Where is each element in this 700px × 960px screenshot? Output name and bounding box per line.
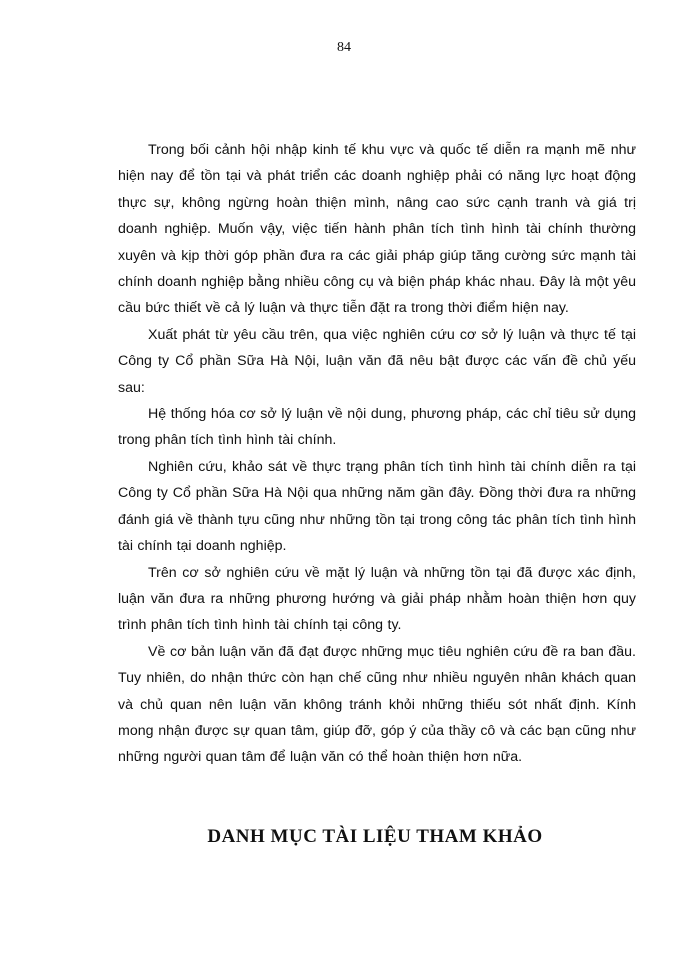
- paragraph-solutions: Trên cơ sở nghiên cứu về mặt lý luận và những tồn tại đã được xác định, luận văn đưa ra những phương hướng và giải pháp nhằm hoàn thiện hơn quy trình phân tích tình hình tài chính tại công ty.: [118, 564, 636, 634]
- page-number: 84: [337, 40, 351, 55]
- paragraph-overview: Xuất phát từ yêu cầu trên, qua việc nghiên cứu cơ sở lý luận và thực tế tại Công ty Cổ phần Sữa Hà Nội, luận văn đã nêu bật được các vấn đề chủ yếu sau:: [118, 326, 636, 396]
- paragraph-theory: Hệ thống hóa cơ sở lý luận về nội dung, phương pháp, các chỉ tiêu sử dụng trong phân tích tình hình tài chính.: [118, 406, 636, 449]
- paragraph-survey: Nghiên cứu, khảo sát về thực trạng phân tích tình hình tài chính diễn ra tại Công ty Cổ phần Sữa Hà Nội qua những năm gần đây. Đồng thời đưa ra những đánh giá về thành tựu cũng như những tồn tại trong công tác phân tích tình hình tài chính tại doanh nghiệp.: [118, 458, 636, 555]
- paragraph-context: Trong bối cảnh hội nhập kinh tế khu vực và quốc tế diễn ra mạnh mẽ như hiện nay để tồn tại và phát triển các doanh nghiệp phải có năng lực hoạt động thực sự, không ngừng hoàn thiện mình, nâng cao sức cạnh tranh và giá trị doanh nghiệp. Muốn vậy, việc tiến hành phân tích tình hình tài chính thường xuyên và kịp thời góp phần đưa ra các giải pháp giúp tăng cường sức mạnh tài chính doanh nghiệp bằng nhiều công cụ và biện pháp khác nhau. Đây là một yêu cầu bức thiết về cả lý luận và thực tiễn đặt ra trong thời điểm hiện nay.: [118, 142, 636, 317]
- paragraph-closing: Về cơ bản luận văn đã đạt được những mục tiêu nghiên cứu đề ra ban đầu. Tuy nhiên, do nhận thức còn hạn chế cũng như nhiều nguyên nhân khách quan và chủ quan nên luận văn không tránh khỏi những thiếu sót nhất định. Kính mong nhận được sự quan tâm, giúp đỡ, góp ý của thầy cô và các bạn cũng như những người quan tâm để luận văn có thể hoàn thiện hơn nữa.: [118, 643, 636, 766]
- references-heading: DANH MỤC TÀI LIỆU THAM KHẢO: [207, 826, 543, 847]
- conclusion-text: [118, 137, 636, 771]
